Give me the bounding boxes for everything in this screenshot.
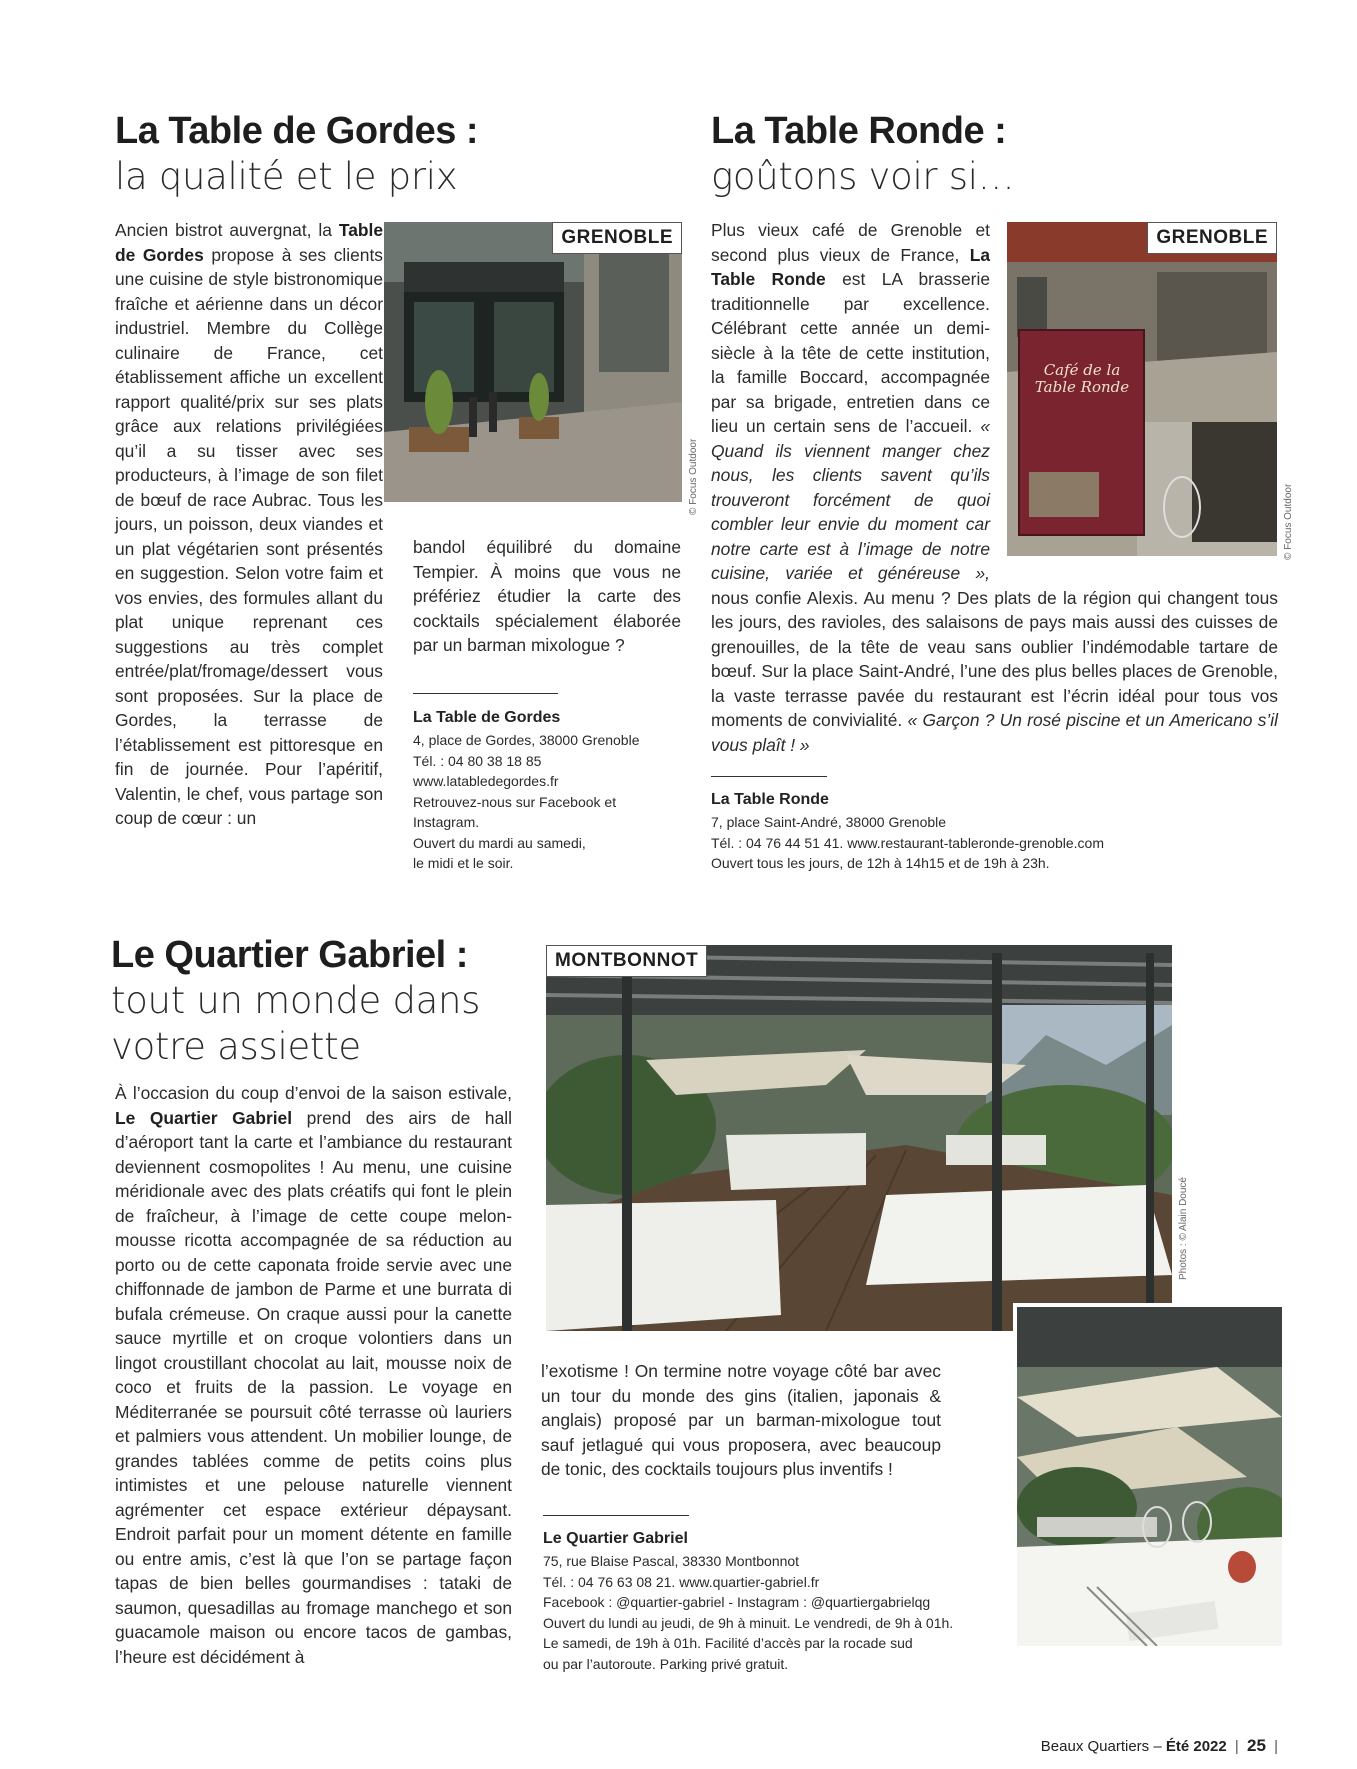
article3-info-divider	[543, 1515, 689, 1516]
article1-photo	[384, 222, 682, 502]
article3-info-address: 75, rue Blaise Pascal, 38330 Montbonnot	[543, 1553, 800, 1569]
article3-body-col2	[541, 1359, 941, 1482]
article3-subtitle-line2: votre assiette	[111, 1025, 361, 1068]
article2-info-hours: Ouvert tous les jours, de 12h à 14h15 et de 19h à 23h.	[711, 855, 1050, 871]
article3-subtitle-line1: tout un monde dans	[111, 979, 481, 1022]
article3-info-access: ou par l’autoroute. Parking privé gratuit.	[543, 1655, 789, 1672]
article2-title: La Table Ronde :	[711, 110, 1007, 152]
article1-title: La Table de Gordes :	[115, 110, 479, 152]
article3-info-phone-website[interactable]: Tél. : 04 76 63 08 21. www.quartier-gabriel.fr	[543, 1573, 820, 1590]
article1-heading	[115, 108, 555, 200]
article2-info-name: La Table Ronde	[711, 791, 829, 808]
article1-location-badge: GRENOBLE	[552, 222, 682, 254]
article1-info-social: Retrouvez-nous sur Facebook et	[413, 793, 617, 810]
footer-separator-end: |	[1274, 1738, 1278, 1755]
article1-info-phone: Tél. : 04 80 38 18 85	[413, 752, 542, 769]
article2-subtitle: goûtons voir si…	[711, 155, 1015, 198]
article1-text-p1: Ancien bistrot auvergnat, la	[115, 220, 332, 240]
table-setting-illustration	[1017, 1307, 1282, 1646]
article3-photo-main	[546, 945, 1172, 1331]
article1-info-website[interactable]: www.latabledegordes.fr	[413, 773, 559, 789]
article1-info-divider	[413, 693, 558, 694]
article3-info-block	[543, 1527, 1003, 1674]
article3-text-p3: l’exotisme ! On termine notre voyage côté bar avec un tour du monde des gins (italien, japonais & anglais) proposé par un barman-mixologue tout sauf jetlagué qui vous proposera, avec beaucoup de tonic, des cocktails toujours plus inventifs !	[541, 1361, 941, 1479]
article2-quote1: « Quand ils viennent manger chez nous, les clients savent qu’ils trouveront forcément de quoi combler leur envie du moment car notre carte est à l’image de notre cuisine, variée et généreuse »,	[711, 416, 990, 583]
article2-info-block	[711, 788, 1291, 874]
article3-title: Le Quartier Gabriel :	[111, 934, 468, 976]
article1-text-p2: propose à ses clients une cuisine de style bistronomique fraîche et aérienne dans un décor industriel. Membre du Collège culinaire de France, cet établissement affiche un excellent rapport qualité/prix sur ses plats grâce aux relations privilégiées qu’il a su tisser avec ses producteurs, à l’image de son filet de bœuf de race Aubrac. Tous les jours, un poisson, deux viandes et un plat végétarien sont présentés en suggestion. Selon votre faim et vos envies, des formules allant du plat unique reprenant ces suggestions au très complet entrée/plat/fromage/dessert vous sont proposées. Sur la place de Gordes, la terrasse de l’établissement est pittoresque en fin de journée. Pour l’apéritif, Valentin, le chef, vous partage son coup de cœur : un	[115, 244, 383, 828]
page-number: 25	[1247, 1736, 1266, 1755]
article1-info-social-2: Instagram.	[413, 814, 480, 830]
page-footer	[1041, 1736, 1282, 1756]
terrace-dining-illustration	[546, 945, 1172, 1331]
restaurant-facade-illustration	[384, 222, 682, 502]
footer-magazine-name: Beaux Quartiers –	[1040, 1738, 1162, 1755]
article3-restaurant-name: Le Quartier Gabriel	[115, 1107, 293, 1128]
article1-body-col2	[413, 535, 681, 658]
article2-location-badge: GRENOBLE	[1147, 222, 1277, 254]
article2-info-divider	[711, 776, 827, 777]
article1-info-hours: Ouvert du mardi au samedi,	[413, 834, 586, 851]
article1-info-name: La Table de Gordes	[413, 709, 561, 726]
article2-info-phone-website[interactable]: Tél. : 04 76 44 51 41. www.restaurant-tableronde-grenoble.com	[711, 834, 1105, 851]
article3-location-badge: MONTBONNOT	[546, 945, 707, 977]
article2-text-p1: Plus vieux café de Grenoble et second plus vieux de France,	[711, 220, 990, 265]
article2-text-p3: nous confie Alexis. Au menu ? Des plats de la région qui changent tous les jours, des ravioles, des salaisons de pays mais aussi des cuisses de grenouilles, de la tête de veau sans oublier l’indémodable tartare de bœuf. Sur la place Saint-André, l’une des plus belles places de Grenoble, la vaste terrasse pavée du restaurant est l’écrin idéal pour tous vos moments de convivialité.	[711, 587, 1278, 730]
article1-info-block	[413, 706, 683, 874]
article3-text-p1: À l’occasion du coup d’envoi de la saison estivale,	[115, 1083, 512, 1103]
article3-heading	[111, 932, 551, 1070]
article1-restaurant-name: Table de Gordes	[115, 220, 383, 265]
article2-info-address: 7, place Saint-André, 38000 Grenoble	[711, 814, 947, 830]
article2-body	[711, 218, 1278, 757]
footer-separator: |	[1234, 1738, 1239, 1755]
article3-info-hours-2: Le samedi, de 19h à 01h. Facilité d’accès par la rocade sud	[543, 1635, 913, 1651]
article3-info-social: Facebook : @quartier-gabriel - Instagram : @quartiergabrielqg	[543, 1594, 931, 1610]
article3-info-name: Le Quartier Gabriel	[543, 1530, 688, 1547]
article3-body-col1	[115, 1081, 512, 1669]
article2-heading	[711, 108, 1211, 200]
article1-text-p3: bandol équilibré du domaine Tempier. À moins que vous ne préfériez étudier la carte des cocktails spécialement élaborée par un barman mixologue ?	[413, 537, 681, 655]
article2-text-p2: est LA brasserie traditionnelle par excellence. Célébrant cette année un demi-siècle à la tête de cette institution, la famille Boccard, accompagnée par sa brigade, entretien dans ce lieu un certain sens de l’accueil.	[711, 269, 991, 436]
article1-info-hours-2: le midi et le soir.	[413, 855, 514, 871]
article2-restaurant-name: La Table Ronde	[711, 244, 990, 289]
article1-subtitle: la qualité et le prix	[115, 155, 458, 198]
article1-body-col1	[115, 218, 383, 831]
menu-cover-text: Café de la Table Ronde	[1034, 361, 1130, 396]
article1-photo-credit: © Focus Outdoor	[688, 438, 699, 515]
article3-info-hours: Ouvert du lundi au jeudi, de 9h à minuit. Le vendredi, de 9h à 01h.	[543, 1614, 954, 1631]
article2-photo-credit: © Focus Outdoor	[1283, 483, 1294, 560]
article2-quote2: « Garçon ? Un rosé piscine et un Americano s’il vous plaît ! »	[711, 710, 1278, 755]
article3-photo-secondary	[1013, 1303, 1282, 1646]
footer-issue: Été 2022	[1165, 1738, 1227, 1755]
article3-photo-credit: Photos : © Alain Doucé	[1178, 1177, 1189, 1280]
article1-info-address: 4, place de Gordes, 38000 Grenoble	[413, 732, 640, 748]
article3-text-p2: prend des airs de hall d’aéroport tant la carte et l’ambiance du restaurant deviennent cosmopolites ! Au menu, une cuisine méridionale avec des plats créatifs qui font le plein de fraîcheur, à l’image de cette coupe melon-mousse ricotta accompagnée de sa réduction au porto ou de cette caponata froide servie avec une chiffonnade de jambon de Parme et une burrata di bufala crémeuse. On craque aussi pour la canette sauce myrtille et on croque volontiers dans un lingot croustillant chocolat au lait, mousse noix de coco et fruits de la passion. Le voyage en Méditerranée se poursuit côté terrasse où lauriers et palmiers vous attendent. Un mobilier lounge, de grandes tablées comme de petits coins plus intimistes et une pelouse naturelle viennent agrémenter cet espace extérieur dépaysant. Endroit parfait pour un moment détente en famille ou entre amis, c’est là que l’on se partage façon tapas de bien belles gourmandises : tataki de saumon, quesadillas au fromage manchego et son guacamole maison ou encore tacos de gambas, l’heure est décidément à	[115, 1107, 512, 1667]
article2-photo-float-spacer	[990, 218, 1278, 584]
